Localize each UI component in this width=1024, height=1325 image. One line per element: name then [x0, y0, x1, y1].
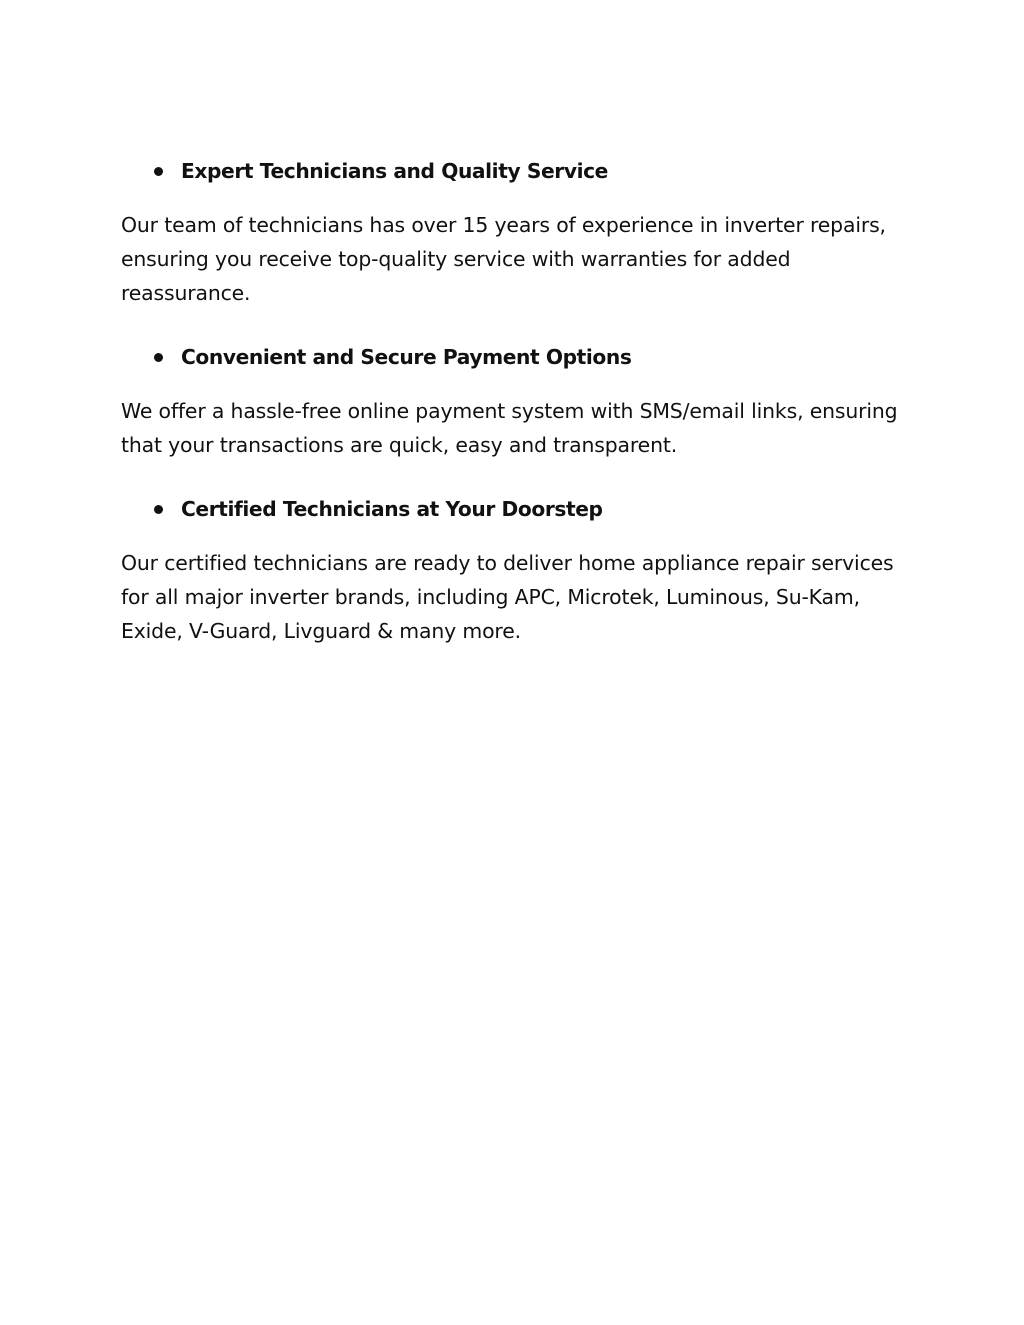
document-content [121, 154, 911, 648]
paragraph-line: ensuring you receive top-quality service with warranties for added [121, 247, 791, 271]
section-payment-options [121, 340, 911, 462]
section-heading: Certified Technicians at Your Doorstep [181, 497, 603, 521]
bullet-list-item [121, 492, 911, 526]
bullet-dot-icon [154, 353, 163, 362]
paragraph-line: that your transactions are quick, easy and transparent. [121, 433, 678, 457]
section-paragraph [121, 546, 911, 648]
section-certified-technicians [121, 492, 911, 648]
paragraph-line: Our team of technicians has over 15 years of experience in inverter repairs, [121, 213, 886, 237]
paragraph-line: We offer a hassle-free online payment system with SMS/email links, ensuring [121, 399, 898, 423]
bullet-dot-icon [154, 167, 163, 176]
paragraph-line: Our certified technicians are ready to deliver home appliance repair services [121, 551, 894, 575]
bullet-list-item [121, 340, 911, 374]
bullet-list-item [121, 154, 911, 188]
paragraph-line: Exide, V-Guard, Livguard & many more. [121, 619, 521, 643]
paragraph-line: reassurance. [121, 281, 251, 305]
section-paragraph [121, 208, 911, 310]
section-heading: Convenient and Secure Payment Options [181, 345, 632, 369]
paragraph-line: for all major inverter brands, including APC, Microtek, Luminous, Su-Kam, [121, 585, 860, 609]
section-expert-technicians [121, 154, 911, 310]
section-heading: Expert Technicians and Quality Service [181, 159, 608, 183]
bullet-dot-icon [154, 505, 163, 514]
section-paragraph [121, 394, 911, 462]
